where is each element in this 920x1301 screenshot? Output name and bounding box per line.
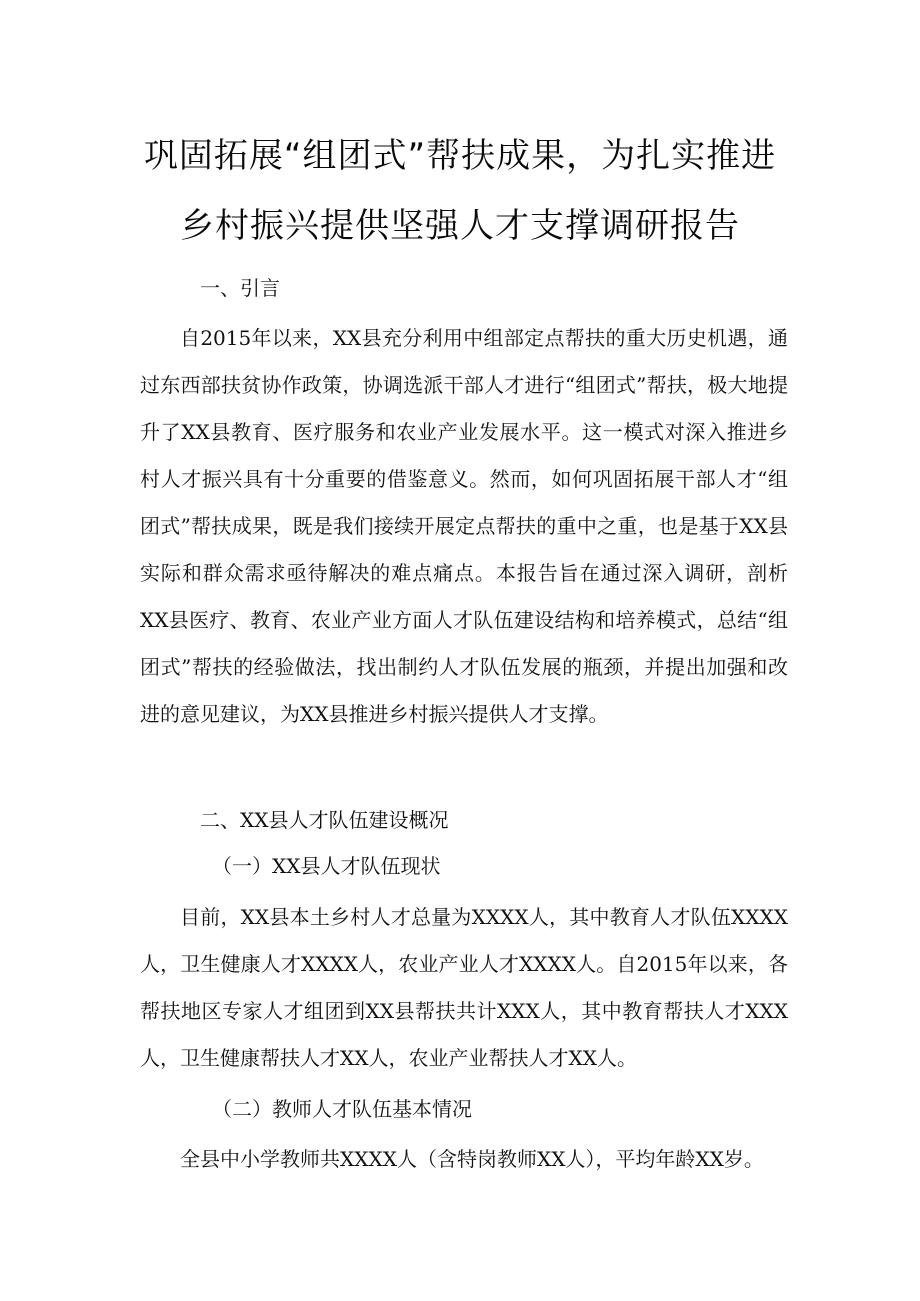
document-title-line-1: 巩固拓展“组团式”帮扶成果，为扎实推进 bbox=[143, 136, 777, 176]
section-heading-overview: 二、XX县人才队伍建设概况 bbox=[200, 808, 449, 832]
current-status-paragraph: 目前，XX县本土乡村人才总量为XXXX人，其中教育人才队伍XXXX人，卫生健康人才XXXX人，农业产业人才XXXX人。自2015年以来，各帮扶地区专家人才组团到XX县帮扶共计XXX人，其中教育帮扶人才XXX人，卫生健康帮扶人才XX人，农业产业帮扶人才XX人。 bbox=[140, 905, 788, 1070]
introduction-paragraph: 自2015年以来，XX县充分利用中组部定点帮扶的重大历史机遇，通过东西部扶贫协作政策，协调选派干部人才进行“组团式”帮扶，极大地提升了XX县教育、医疗服务和农业产业发展水平。这一模式对深入推进乡村人才振兴具有十分重要的借鉴意义。然而，如何巩固拓展干部人才“组团式”帮扶成果，既是我们接续开展定点帮扶的重中之重，也是基于XX县实际和群众需求亟待解决的难点痛点。本报告旨在通过深入调研，剖析XX县医疗、教育、农业产业方面人才队伍建设结构和培养模式，总结“组团式”帮扶的经验做法，找出制约人才队伍发展的瓶颈，并提出加强和改进的意见建议，为XX县推进乡村振兴提供人才支撑。 bbox=[140, 326, 788, 726]
section-heading-introduction: 一、引言 bbox=[200, 276, 280, 300]
teachers-paragraph: 全县中小学教师共XXXX人（含特岗教师XX人），平均年龄XX岁。 bbox=[180, 1147, 764, 1171]
document-title-line-2: 乡村振兴提供坚强人才支撑调研报告 bbox=[180, 206, 740, 246]
subsection-heading-teachers: （二）教师人才队伍基本情况 bbox=[212, 1097, 472, 1121]
subsection-heading-current-status: （一）XX县人才队伍现状 bbox=[212, 854, 441, 878]
